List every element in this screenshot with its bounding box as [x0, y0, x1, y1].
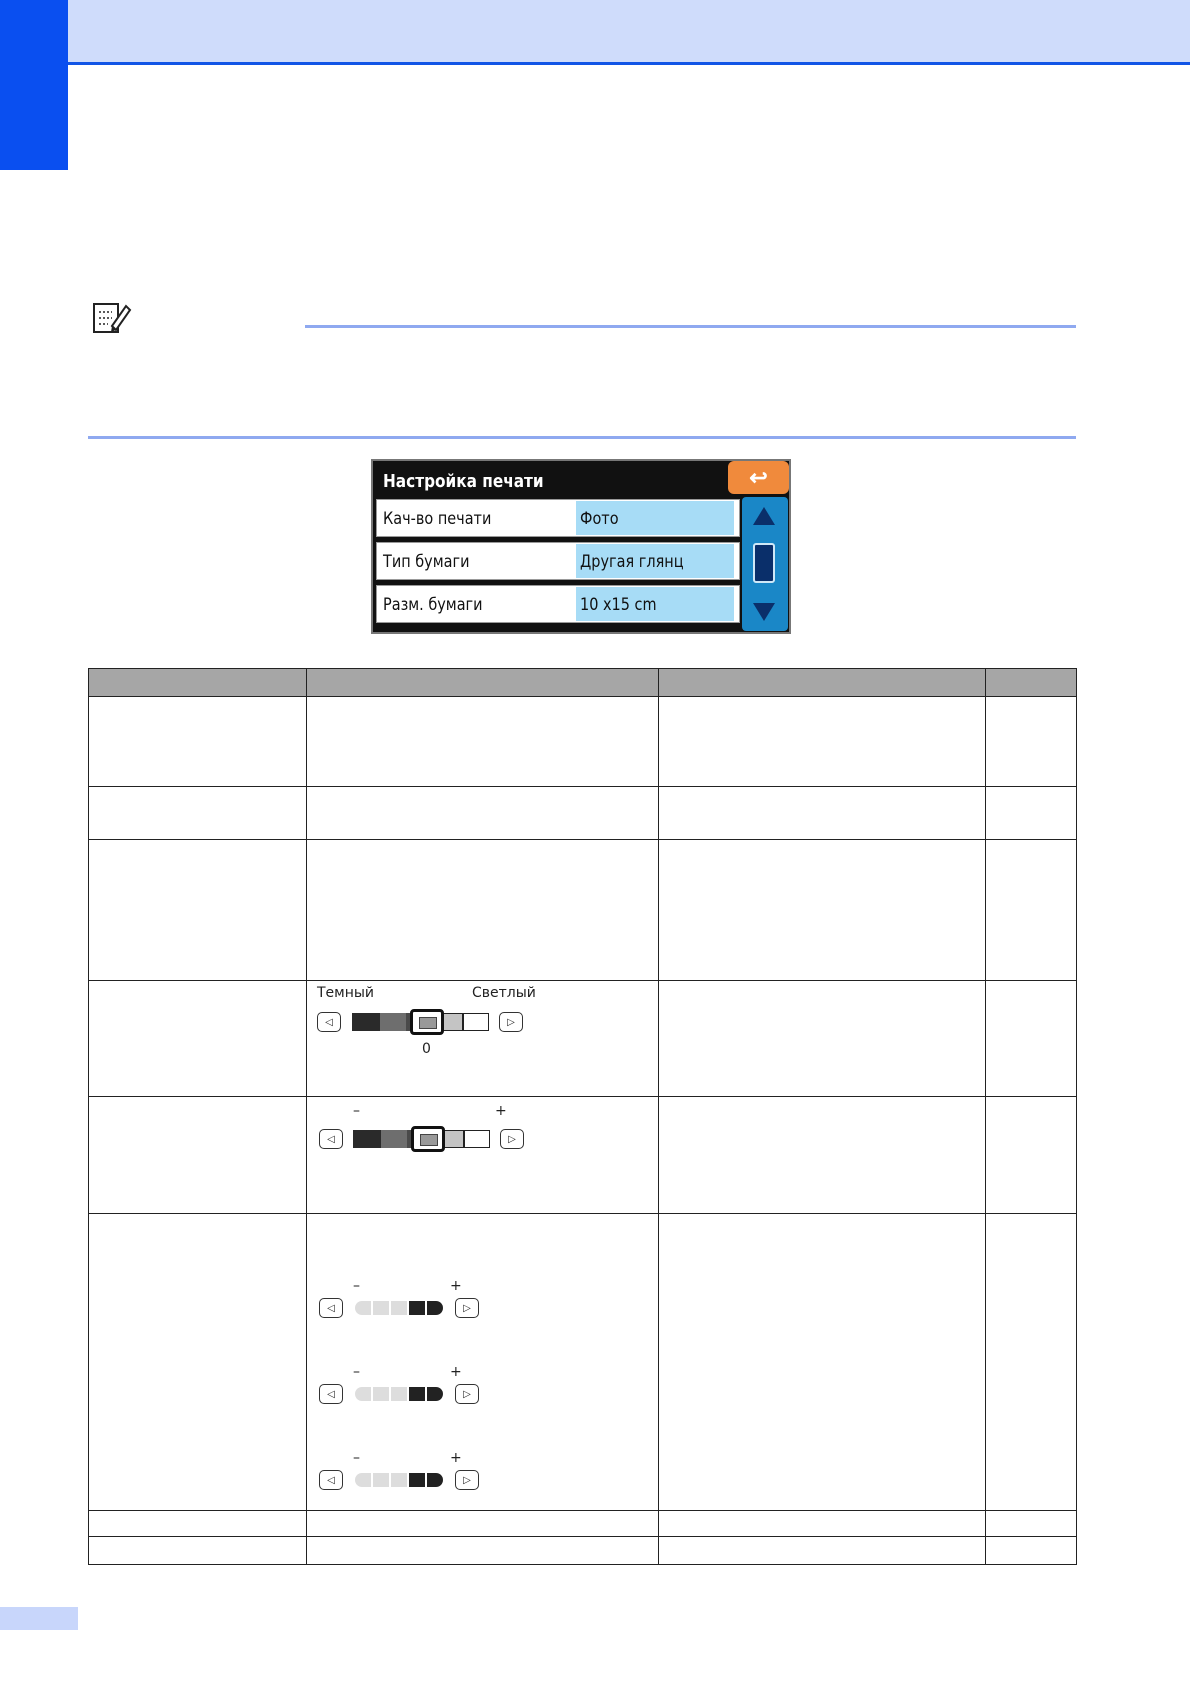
footer-tab: [0, 1607, 78, 1630]
brightness-slider[interactable]: [315, 985, 535, 1065]
increase-button[interactable]: ▷: [455, 1384, 479, 1404]
decrease-button[interactable]: ◁: [317, 1012, 341, 1032]
scroll-up-icon[interactable]: [753, 507, 775, 525]
slider-plus-label: +: [450, 1364, 462, 1380]
lcd-row-paper-type[interactable]: [376, 542, 740, 580]
level-segment: [380, 1013, 406, 1031]
level-segment: [463, 1013, 489, 1031]
slider-minus-label: –: [353, 1364, 360, 1380]
color-slider-1[interactable]: [317, 1278, 497, 1328]
note-rule-top: [305, 325, 1076, 328]
slider-minus-label: –: [353, 1450, 360, 1466]
lcd-row-value: Фото: [580, 509, 619, 529]
table-row: [89, 1214, 1077, 1511]
lcd-screen: [371, 459, 791, 634]
increase-button[interactable]: ▷: [499, 1012, 523, 1032]
table-row: [89, 787, 1077, 840]
lcd-title: Настройка печати: [383, 471, 544, 492]
slider-minus-label: –: [353, 1278, 360, 1294]
chapter-tab: [0, 0, 68, 170]
lcd-row-label: Кач-во печати: [383, 509, 492, 529]
lcd-row-value-box: [576, 544, 734, 578]
lcd-scrollbar[interactable]: [742, 497, 788, 631]
settings-table: [88, 668, 1077, 1565]
level-bar: [355, 1473, 443, 1487]
table-row: [89, 1511, 1077, 1537]
table-row: [89, 1097, 1077, 1214]
level-segment: [353, 1130, 381, 1148]
contrast-slider[interactable]: [317, 1103, 537, 1163]
scroll-down-icon[interactable]: [753, 603, 775, 621]
table-row: [89, 1537, 1077, 1565]
increase-button[interactable]: ▷: [455, 1470, 479, 1490]
return-arrow-icon: ↩: [749, 464, 768, 490]
level-segment: [352, 1013, 380, 1031]
decrease-button[interactable]: ◁: [319, 1129, 343, 1149]
note-rule-bottom: [88, 436, 1076, 439]
table-row: [89, 981, 1077, 1097]
decrease-button[interactable]: ◁: [319, 1298, 343, 1318]
decrease-button[interactable]: ◁: [319, 1384, 343, 1404]
header-band: [0, 0, 1190, 62]
table-row: [89, 840, 1077, 981]
color-slider-2[interactable]: [317, 1364, 497, 1414]
level-segment: [381, 1130, 407, 1148]
scroll-thumb[interactable]: [753, 543, 775, 583]
table-header-row: [89, 669, 1077, 697]
lcd-row-value: 10 x15 cm: [580, 595, 657, 615]
slider-thumb[interactable]: [411, 1126, 445, 1152]
level-bar: [355, 1387, 443, 1401]
decrease-button[interactable]: ◁: [319, 1470, 343, 1490]
header-rule: [68, 62, 1190, 65]
table-header-cell: [659, 669, 986, 697]
slider-minus-label: –: [353, 1103, 360, 1119]
lcd-row-paper-size[interactable]: [376, 585, 740, 623]
lcd-row-value-box: [576, 587, 734, 621]
slider-plus-label: +: [450, 1450, 462, 1466]
level-bar: [355, 1301, 443, 1315]
lcd-row-value-box: [576, 501, 734, 535]
slider-plus-label: +: [495, 1103, 507, 1119]
slider-plus-label: +: [450, 1278, 462, 1294]
back-button[interactable]: [728, 461, 789, 494]
level-segment: [464, 1130, 490, 1148]
slider-center-label: 0: [422, 1041, 431, 1057]
note-icon: [92, 300, 132, 336]
increase-button[interactable]: ▷: [455, 1298, 479, 1318]
color-slider-3[interactable]: [317, 1450, 497, 1500]
table-header-cell: [307, 669, 659, 697]
lcd-row-label: Тип бумаги: [383, 552, 470, 572]
slider-min-label: Темный: [317, 985, 375, 1001]
lcd-row-print-quality[interactable]: [376, 499, 740, 537]
table-row: [89, 697, 1077, 787]
increase-button[interactable]: ▷: [500, 1129, 524, 1149]
lcd-row-value: Другая глянц: [580, 552, 684, 572]
table-header-cell: [986, 669, 1077, 697]
lcd-row-label: Разм. бумаги: [383, 595, 483, 615]
slider-max-label: Светлый: [472, 985, 536, 1001]
table-header-cell: [89, 669, 307, 697]
slider-thumb[interactable]: [410, 1009, 444, 1035]
